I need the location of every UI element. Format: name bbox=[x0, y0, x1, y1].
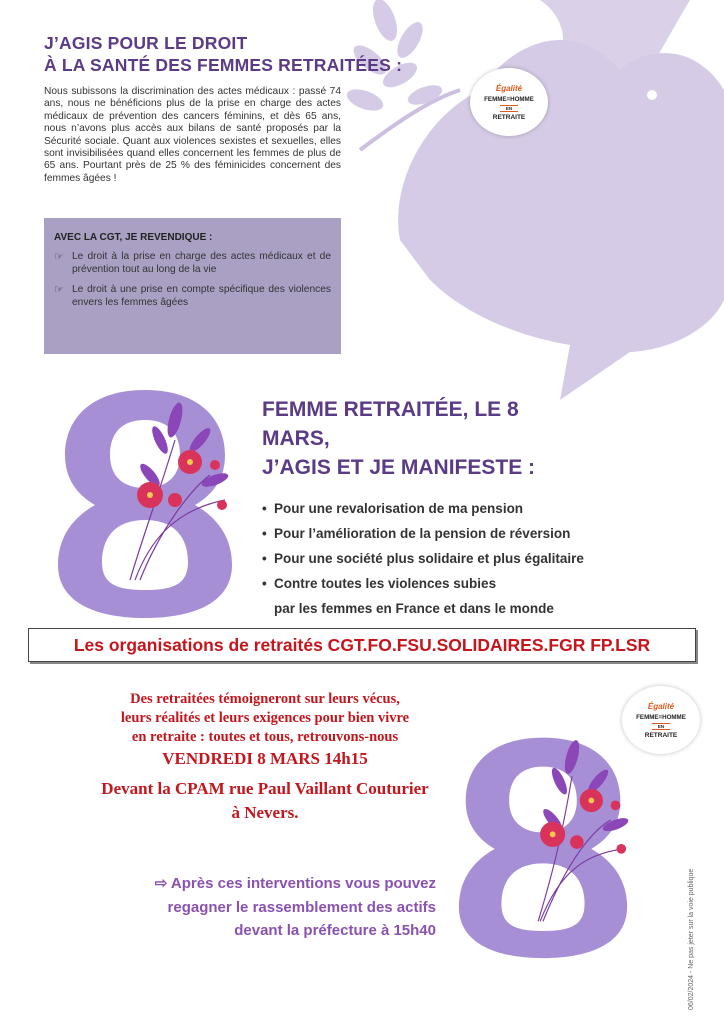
number-eight-flowers-illustration bbox=[50, 380, 240, 620]
after-line: regagner le rassemblement des actifs bbox=[167, 898, 436, 916]
health-heading-line-2: À LA SANTÉ DES FEMMES RETRAITÉES : bbox=[44, 55, 403, 75]
demand-item-continued bbox=[262, 596, 584, 621]
logo-femme-homme-text: FEMME=HOMME bbox=[484, 95, 534, 103]
event-place: Devant la CPAM rue Paul Vaillant Couturier bbox=[101, 779, 429, 798]
demand-text: par les femmes en France et dans le monde bbox=[274, 601, 554, 616]
health-heading-line-1: J’AGIS POUR LE DROIT bbox=[44, 33, 248, 53]
after-line-text: Après ces interventions vous pouvez bbox=[170, 875, 436, 892]
main-heading-line-1: FEMME RETRAITÉE, LE 8 bbox=[262, 398, 519, 421]
revendique-item bbox=[54, 251, 331, 276]
demand-item: • Contre toutes les violences subies bbox=[262, 576, 497, 591]
main-heading bbox=[262, 395, 562, 482]
revendique-title: AVEC LA CGT, JE REVENDIQUE : bbox=[54, 232, 213, 243]
event-line: en retraite : toutes et tous, retrouvons-nous bbox=[131, 729, 399, 745]
demand-item: • Pour l’amélioration de la pension de réversion bbox=[262, 526, 571, 541]
event-details bbox=[100, 690, 430, 825]
main-heading-line-3: J’AGIS ET JE MANIFESTE : bbox=[262, 456, 536, 479]
demand-item: • Pour une revalorisation de ma pension bbox=[262, 501, 524, 516]
revendique-item bbox=[54, 284, 331, 309]
demands-list bbox=[262, 496, 584, 621]
pointing-hand-icon: ☞ bbox=[54, 284, 64, 296]
organisations-banner: Les organisations de retraités CGT.FO.FSU.SOLIDAIRES.FGR FP.LSR bbox=[28, 628, 696, 662]
revendique-item-text: Le droit à la prise en charge des actes médicaux et de prévention tout au long de la vie bbox=[72, 251, 331, 275]
revendique-box bbox=[44, 218, 341, 354]
event-line: Des retraitées témoigneront sur leurs vécus, bbox=[130, 691, 400, 707]
egalite-logo-top bbox=[470, 68, 548, 136]
after-interventions-text bbox=[136, 872, 436, 943]
logo-en-text: EN bbox=[652, 723, 670, 730]
after-line: devant la préfecture à 15h40 bbox=[234, 922, 436, 939]
logo-egalite-text: Égalité bbox=[495, 83, 523, 93]
logo-egalite-text: Égalité bbox=[647, 701, 675, 711]
demand-item: • Pour une société plus solidaire et plus égalitaire bbox=[262, 551, 584, 566]
number-eight-flowers-illustration-bottom bbox=[448, 728, 638, 960]
logo-retraite-text: RETRAITE bbox=[492, 113, 526, 121]
pointing-hand-icon: ☞ bbox=[54, 251, 64, 263]
demand-text: Pour une revalorisation de ma pension bbox=[274, 501, 524, 516]
vertical-footer-note: 06/02/2024 - Ne pas jeter sur la voie publique bbox=[688, 868, 695, 1010]
logo-femme-homme-text: FEMME=HOMME bbox=[636, 713, 686, 721]
after-line bbox=[136, 872, 436, 896]
intro-paragraph bbox=[44, 86, 341, 185]
main-heading-line-2: MARS, bbox=[262, 427, 330, 450]
logo-retraite-text: RETRAITE bbox=[644, 731, 678, 739]
event-place-city: à Nevers. bbox=[231, 803, 299, 822]
logo-en-text: EN bbox=[500, 105, 518, 112]
revendique-item-text: Le droit à une prise en compte spécifique des violences envers les femmes âgées bbox=[72, 284, 331, 308]
event-line: leurs réalités et leurs exigences pour bien vivre bbox=[120, 710, 410, 726]
event-date: VENDREDI 8 MARS 14h15 bbox=[162, 749, 368, 768]
intro-text: Nous subissons la discrimination des actes médicaux : passé 74 ans, nous ne bénéficions plus de la prise en charge des actes médicaux de prévention des cancers féminins, et dès 65 ans, nous n’avons plus accès aux bilans de santé proposés par la Sécurité sociale. Quant aux violences sexistes et sexuelles, elles sont invisibilisées quand elles concernent les femmes de plus de 65 ans. Pourtant près de 25 % des féminicides concernent des femmes âgées ! bbox=[44, 86, 341, 184]
health-heading bbox=[44, 32, 402, 76]
demand-text: Contre toutes les violences subies bbox=[274, 576, 497, 591]
arrow-right-icon: ⇨ bbox=[154, 875, 171, 892]
demand-text: Pour l’amélioration de la pension de réversion bbox=[274, 526, 571, 541]
demand-text: Pour une société plus solidaire et plus égalitaire bbox=[274, 551, 584, 566]
